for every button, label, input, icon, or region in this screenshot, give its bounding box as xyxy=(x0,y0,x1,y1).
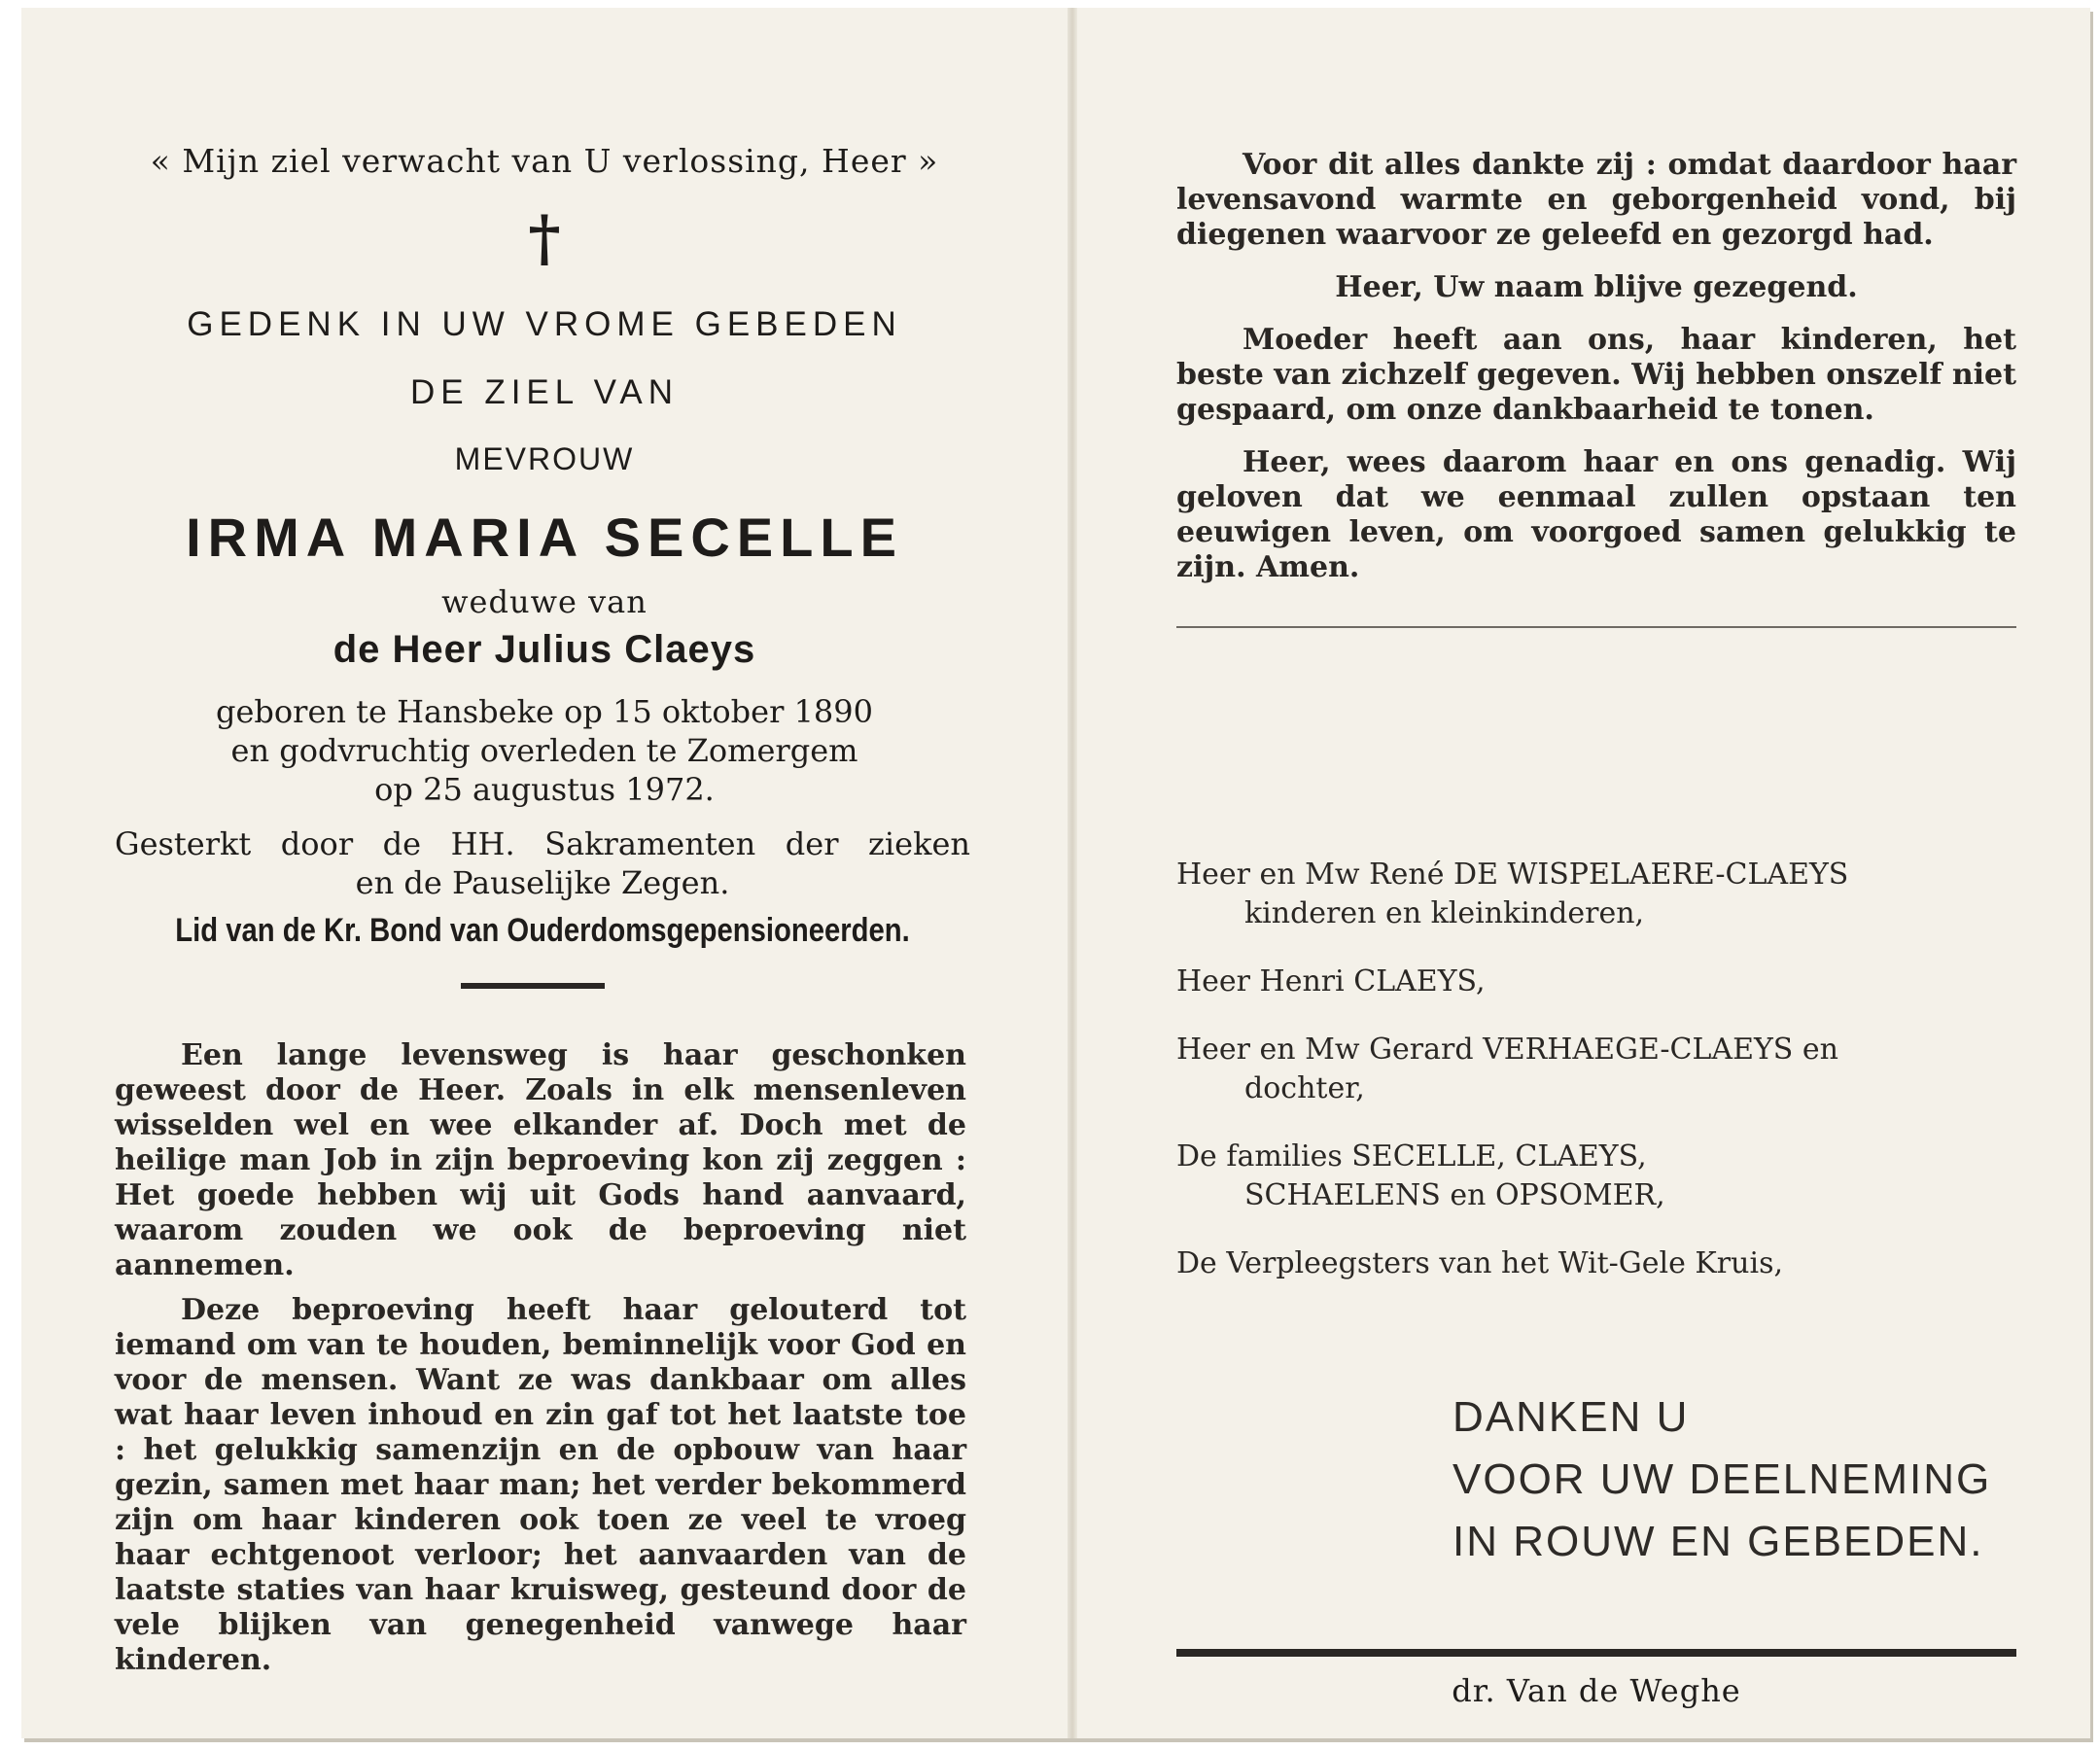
card-fold xyxy=(1068,8,1077,1738)
deceased-name: IRMA MARIA SECELLE xyxy=(186,507,903,568)
sacraments-line: Gesterkt door de HH. Sakramenten der zieken xyxy=(115,825,970,862)
family-entry xyxy=(1176,856,2032,933)
remember-line: GEDENK IN UW VROME GEBEDEN xyxy=(187,305,902,343)
family-name: De families SECELLE, CLAEYS, xyxy=(1176,1139,1647,1173)
paragraph: Heer, wees daarom haar en ons genadig. Wij geloven dat we eenmaal zullen opstaan ten eeuwigen leven, om voorgoed samen gelukkig te zijn. Amen. xyxy=(1176,445,2016,584)
sacraments xyxy=(115,824,970,902)
blessing-line: en de Pauselijke Zegen. xyxy=(355,864,730,901)
membership-line: Lid van de Kr. Bond van Ouderdomsgepensioneerden. xyxy=(175,912,910,949)
widow-of: weduwe van xyxy=(441,583,648,620)
section-rule xyxy=(1176,626,2016,628)
family-detail: kinderen en kleinkinderen, xyxy=(1244,896,1645,930)
left-text xyxy=(115,1038,966,1678)
left-panel xyxy=(21,8,1068,1738)
family-detail: dochter, xyxy=(1244,1071,1365,1105)
family-name: Heer en Mw René DE WISPELAERE-CLAEYS xyxy=(1176,858,1849,892)
right-panel xyxy=(1077,8,2090,1738)
family-entry xyxy=(1176,963,2032,1001)
paragraph: Moeder heeft aan ons, haar kinderen, het beste van zichzelf gegeven. Wij hebben onszelf niet gespaard, om onze dankbaarheid te tonen. xyxy=(1176,323,2016,427)
title-mevrouw: MEVROUW xyxy=(454,441,635,476)
family-entry xyxy=(1176,1031,2032,1108)
thanks-line: VOOR UW DEELNEMING xyxy=(1452,1455,1992,1503)
thanks-line: IN ROUW EN GEBEDEN. xyxy=(1452,1518,1984,1565)
thanks-line: DANKEN U xyxy=(1452,1393,1690,1441)
family-entry xyxy=(1176,1138,2032,1215)
death-line: en godvruchtig overleden te Zomergem xyxy=(230,732,858,769)
family-name: Heer en Mw Gerard VERHAEGE-CLAEYS en xyxy=(1176,1033,1838,1067)
family-name: Heer Henri CLAEYS, xyxy=(1176,964,1486,998)
life-dates xyxy=(21,692,1068,809)
paragraph: Een lange levensweg is haar geschonken geweest door de Heer. Zoals in elk mensenleven wisselden wel en wee elkander af. Doch met de heilige man Job in zijn beproeving kon zij zeggen : Het goede hebben wij uit Gods hand aanvaard, waarom zouden we ook de beproeving niet aannemen. xyxy=(115,1038,966,1282)
birth-line: geboren te Hansbeke op 15 oktober 1890 xyxy=(215,693,873,730)
paragraph: Deze beproeving heeft haar gelouterd tot iemand om van te houden, beminnelijk voor God en voor de mensen. Want ze was dankbaar om alles wat haar leven inhoud en zin gaf tot het laatste toe : het gelukkig samenzijn en de opbouw van haar gezin, samen met haar man; het verder bekommerd zijn om haar kinderen ook toen ze veel te vroeg haar echtgenoot verloor; het aanvaarden van de laatste staties van haar kruisweg, gesteund door de vele blijken van genegenheid vanwege haar kinderen. xyxy=(115,1293,966,1677)
printer-credit: dr. Van de Weghe xyxy=(1452,1672,1741,1709)
short-divider xyxy=(461,983,605,989)
prayer-line: Heer, Uw naam blijve gezegend. xyxy=(1335,270,1858,304)
family-list xyxy=(1176,856,2032,1313)
epigraph: « Mijn ziel verwacht van U verlossing, Heer » xyxy=(150,142,939,180)
death-date-line: op 25 augustus 1972. xyxy=(374,771,715,808)
paragraph: Voor dit alles dankte zij : omdat daardoor haar levensavond warmte en geborgenheid vond, bij diegenen waarvoor ze geleefd en gezorgd had. xyxy=(1176,148,2016,252)
memorial-card xyxy=(21,8,2090,1738)
bottom-rule xyxy=(1176,1649,2016,1657)
cross-icon: † xyxy=(528,202,561,275)
family-detail: SCHAELENS en OPSOMER, xyxy=(1244,1178,1665,1212)
thanks-block xyxy=(1452,1386,2036,1573)
family-entry xyxy=(1176,1244,2032,1283)
husband-name: de Heer Julius Claeys xyxy=(332,628,756,671)
soul-line: DE ZIEL VAN xyxy=(409,373,680,411)
right-text xyxy=(1176,148,2016,603)
family-name: De Verpleegsters van het Wit-Gele Kruis, xyxy=(1176,1246,1783,1280)
